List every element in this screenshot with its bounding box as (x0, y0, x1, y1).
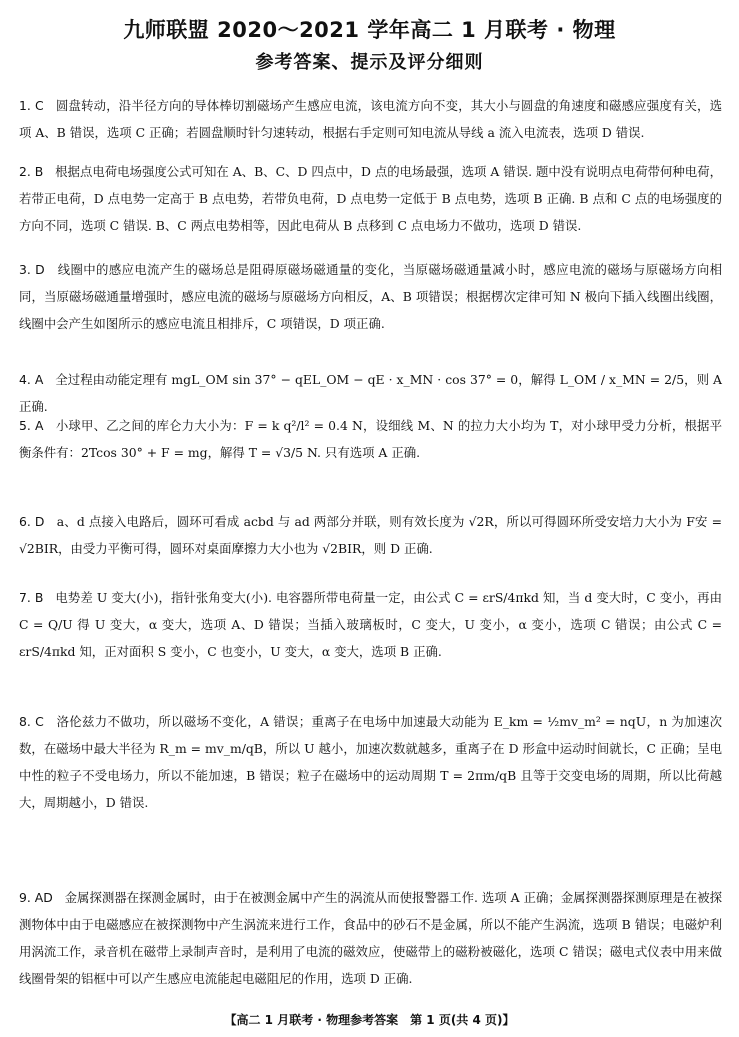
answer-text: 圆盘转动，沿半径方向的导体棒切割磁场产生感应电流，该电流方向不变，其大小与圆盘的角速度和磁感应强度有关，选项 A、B 错误，选项 C 正确；若圆盘顺时针匀速转动，根据右手定则可知电流从导线 a 流入电流表，选项 D 错误. (19, 98, 722, 140)
answer-number: 1. C (19, 98, 44, 113)
answer-text: 洛伦兹力不做功，所以磁场不变化，A 错误；重离子在电场中加速最大动能为 E_km = ½mv_m² = nqU，n 为加速次数，在磁场中最大半径为 R_m = mv_m/qB，所以 U 越小，加速次数就越多，重离子在 D 形盒中运动时间就长，C 正确；呈电中性的粒子不受电场力，所以不能加速，B 错误；粒子在磁场中的运动周期 T = 2πm/qB 且等于交变电场的周期，所以比荷越大，周期越小，D 错误. (19, 714, 722, 810)
answer-text: a、d 点接入电路后，圆环可看成 acbd 与 ad 两部分并联，则有效长度为 √2R，所以可得圆环所受安培力大小为 F安 = √2BIR，由受力平衡可得，圆环对桌面摩擦力大小也为 √2BIR，则 D 正确. (19, 514, 722, 556)
answer-item-6 (19, 508, 722, 562)
page-footer: 【高二 1 月联考 · 物理参考答案 第 1 页(共 4 页)】 (224, 1013, 515, 1027)
page-subtitle: 参考答案、提示及评分细则 (255, 52, 484, 73)
answer-number: 8. C (19, 714, 44, 729)
answer-text: 电势差 U 变大(小)，指针张角变大(小). 电容器所带电荷量一定，由公式 C = εrS/4πkd 知，当 d 变大时，C 变小，再由 C = Q/U 得 U 变大，α 变大，选项 A、D 错误；当插入玻璃板时，C 变大，U 变小，α 变小，选项 C 错误；由公式 C = εrS/4πkd 知，正对面积 S 变小，C 也变小，U 变大，α 变大，选项 B 正确. (19, 590, 722, 659)
answer-text: 小球甲、乙之间的库仑力大小为：F = k q²/l² = 0.4 N，设细线 M、N 的拉力大小均为 T，对小球甲受力分析，根据平衡条件有：2Tcos 30° + F = mg，解得 T = √3/5 N. 只有选项 A 正确. (19, 418, 722, 460)
answer-number: 5. A (19, 418, 44, 433)
answer-text: 线圈中的感应电流产生的磁场总是阻碍原磁场磁通量的变化，当原磁场磁通量减小时，感应电流的磁场与原磁场方向相同，当原磁场磁通量增强时，感应电流的磁场与原磁场方向相反，A、B 项错误；根据楞次定律可知 N 极向下插入线圈出线圈，线圈中会产生如图所示的感应电流且相排斥，C 项错误，D 项正确. (19, 262, 722, 331)
answer-item-3 (19, 256, 722, 337)
answer-number: 9. AD (19, 890, 53, 905)
answer-item-5 (19, 412, 722, 466)
answer-number: 2. B (19, 164, 44, 179)
page-title: 九师联盟 2020～2021 学年高二 1 月联考 · 物理 (123, 18, 616, 42)
answer-number: 6. D (19, 514, 45, 529)
answer-text: 根据点电荷电场强度公式可知在 A、B、C、D 四点中，D 点的电场最强，选项 A 错误. 题中没有说明点电荷带何种电荷，若带正电荷，D 点电势一定高于 B 点电势，若带负电荷，D 点电势一定低于 B 点电势，选项 B 正确. B 点和 C 点的电场强度的方向不同，选项 C 错误. B、C 两点电势相等，因此电荷从 B 点移到 C 点电场力不做功，选项 D 错误. (19, 164, 723, 233)
answer-item-1 (19, 92, 722, 146)
answer-item-2 (19, 158, 722, 239)
answer-number: 4. A (19, 372, 44, 387)
answer-text: 金属探测器在探测金属时，由于在被测金属中产生的涡流从而使报警器工作. 选项 A 正确；金属探测器探测原理是在被探测物体中由于电磁感应在被探测物中产生涡流来进行工作，食品中的砂石不是金属，所以不能产生涡流，选项 B 错误；电磁炉利用涡流工作，录音机在磁带上录制声音时，是利用了电流的磁效应，使磁带上的磁粉被磁化，选项 C 错误；磁电式仪表中用来做线圈骨架的铝框中可以产生感应电流能起电磁阻尼的作用，选项 D 正确. (19, 890, 722, 986)
answer-number: 7. B (19, 590, 44, 605)
answer-text: 全过程由动能定理有 mgL_OM sin 37° − qEL_OM − qE · x_MN · cos 37° = 0，解得 L_OM / x_MN = 2/5，则 A 正确. (19, 372, 722, 414)
answer-item-9 (19, 884, 722, 992)
answer-number: 3. D (19, 262, 45, 277)
answer-item-8 (19, 708, 722, 816)
answer-item-7 (19, 584, 722, 665)
